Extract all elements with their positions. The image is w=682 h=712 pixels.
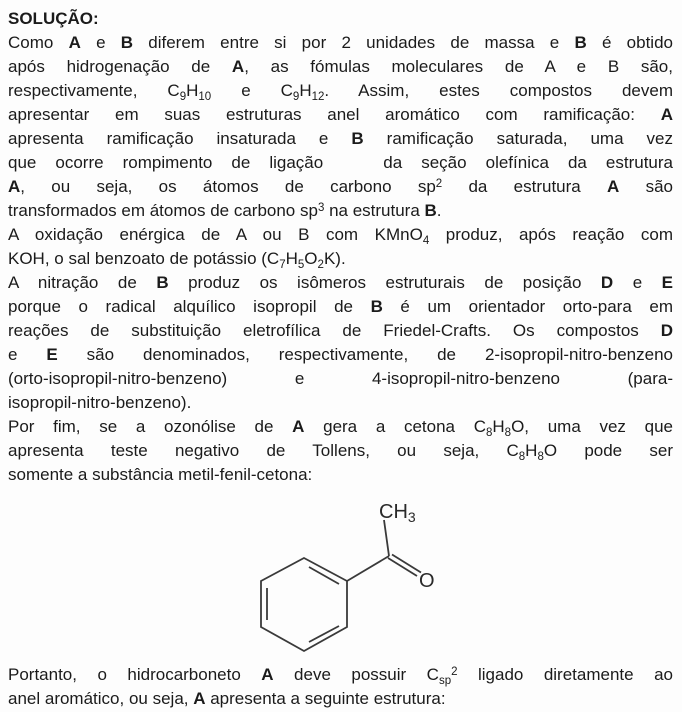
text-line: após hidrogenação de A, as fómulas moleculares de A e B são, — [8, 57, 673, 76]
text-line: Por fim, se a ozonólise de A gera a cetona $C_8H_8O$, uma vez que — [8, 417, 673, 439]
text-line: que ocorre rompimento de ligação da seção olefínica da estrutura — [8, 153, 673, 172]
text-line: KOH, o sal benzoato de potássio $(C_7H_5O_2K)$. — [8, 249, 346, 271]
text-line: reações de substituição eletrofílica de Friedel-Crafts. Os compostos D — [8, 321, 673, 340]
text-line: somente a substância metil-fenil-cetona: — [8, 465, 313, 484]
page-title: SOLUÇÃO: — [8, 9, 99, 28]
text-line: e E são denominados, respectivamente, de 2-isopropil-nitro-benzeno — [8, 345, 673, 364]
benzene-ring — [261, 558, 347, 651]
bond-lines — [261, 520, 421, 651]
text-line: apresenta ramificação insaturada e B ramificação saturada, uma vez — [8, 129, 674, 148]
text-line: transformados em átomos de carbono $sp^3$ na estrutura B. — [8, 201, 442, 220]
methyl-group-label: $CH_3$ — [379, 501, 416, 525]
text-line: isopropil-nitro-benzeno). — [8, 393, 192, 412]
solution-text-block-top — [8, 31, 673, 487]
ring-to-carbonyl-bond — [347, 556, 389, 581]
text-line: Portanto, o hidrocarboneto A deve possuir $C_{sp}^2$ ligado diretamente ao — [8, 665, 673, 687]
text-line: A oxidação enérgica de A ou B com KMnO$_4$ produz, após reação com — [8, 225, 673, 247]
solution-text-block-bottom — [8, 663, 673, 711]
missing-pi-symbol-gap — [342, 167, 364, 168]
text-line: A, ou seja, os átomos de carbono $sp^2$ da estrutura A são — [8, 177, 674, 196]
text-line: respectivamente, $C_9H_{10}$ e $C_9H_{12}$. Assim, estes compostos devem — [8, 81, 673, 103]
text-line: A nitração de B produz os isômeros estruturais de posição D e E — [8, 273, 673, 292]
text-line: apresentar em suas estruturas anel aromático com ramificação: A — [8, 105, 673, 124]
text-line: anel aromático, ou seja, A apresenta a seguinte estrutura: — [8, 689, 446, 708]
text-line: (orto-isopropil-nitro-benzeno) e 4-isopropil-nitro-benzeno (para- — [8, 369, 673, 388]
chemical-structure-figure — [8, 487, 673, 663]
text-line: apresenta teste negativo de Tollens, ou seja, $C_8H_8O$ pode ser — [8, 441, 673, 463]
acetophenone-structure-drawing — [8, 487, 682, 663]
text-line: porque o radical alquílico isopropil de B é um orientador orto-para em — [8, 297, 673, 316]
text-line: Como A e B diferem entre si por 2 unidades de massa e B é obtido — [8, 33, 673, 52]
oxygen-atom-label: O — [419, 570, 435, 592]
carbonyl-to-methyl-bond — [384, 520, 389, 556]
